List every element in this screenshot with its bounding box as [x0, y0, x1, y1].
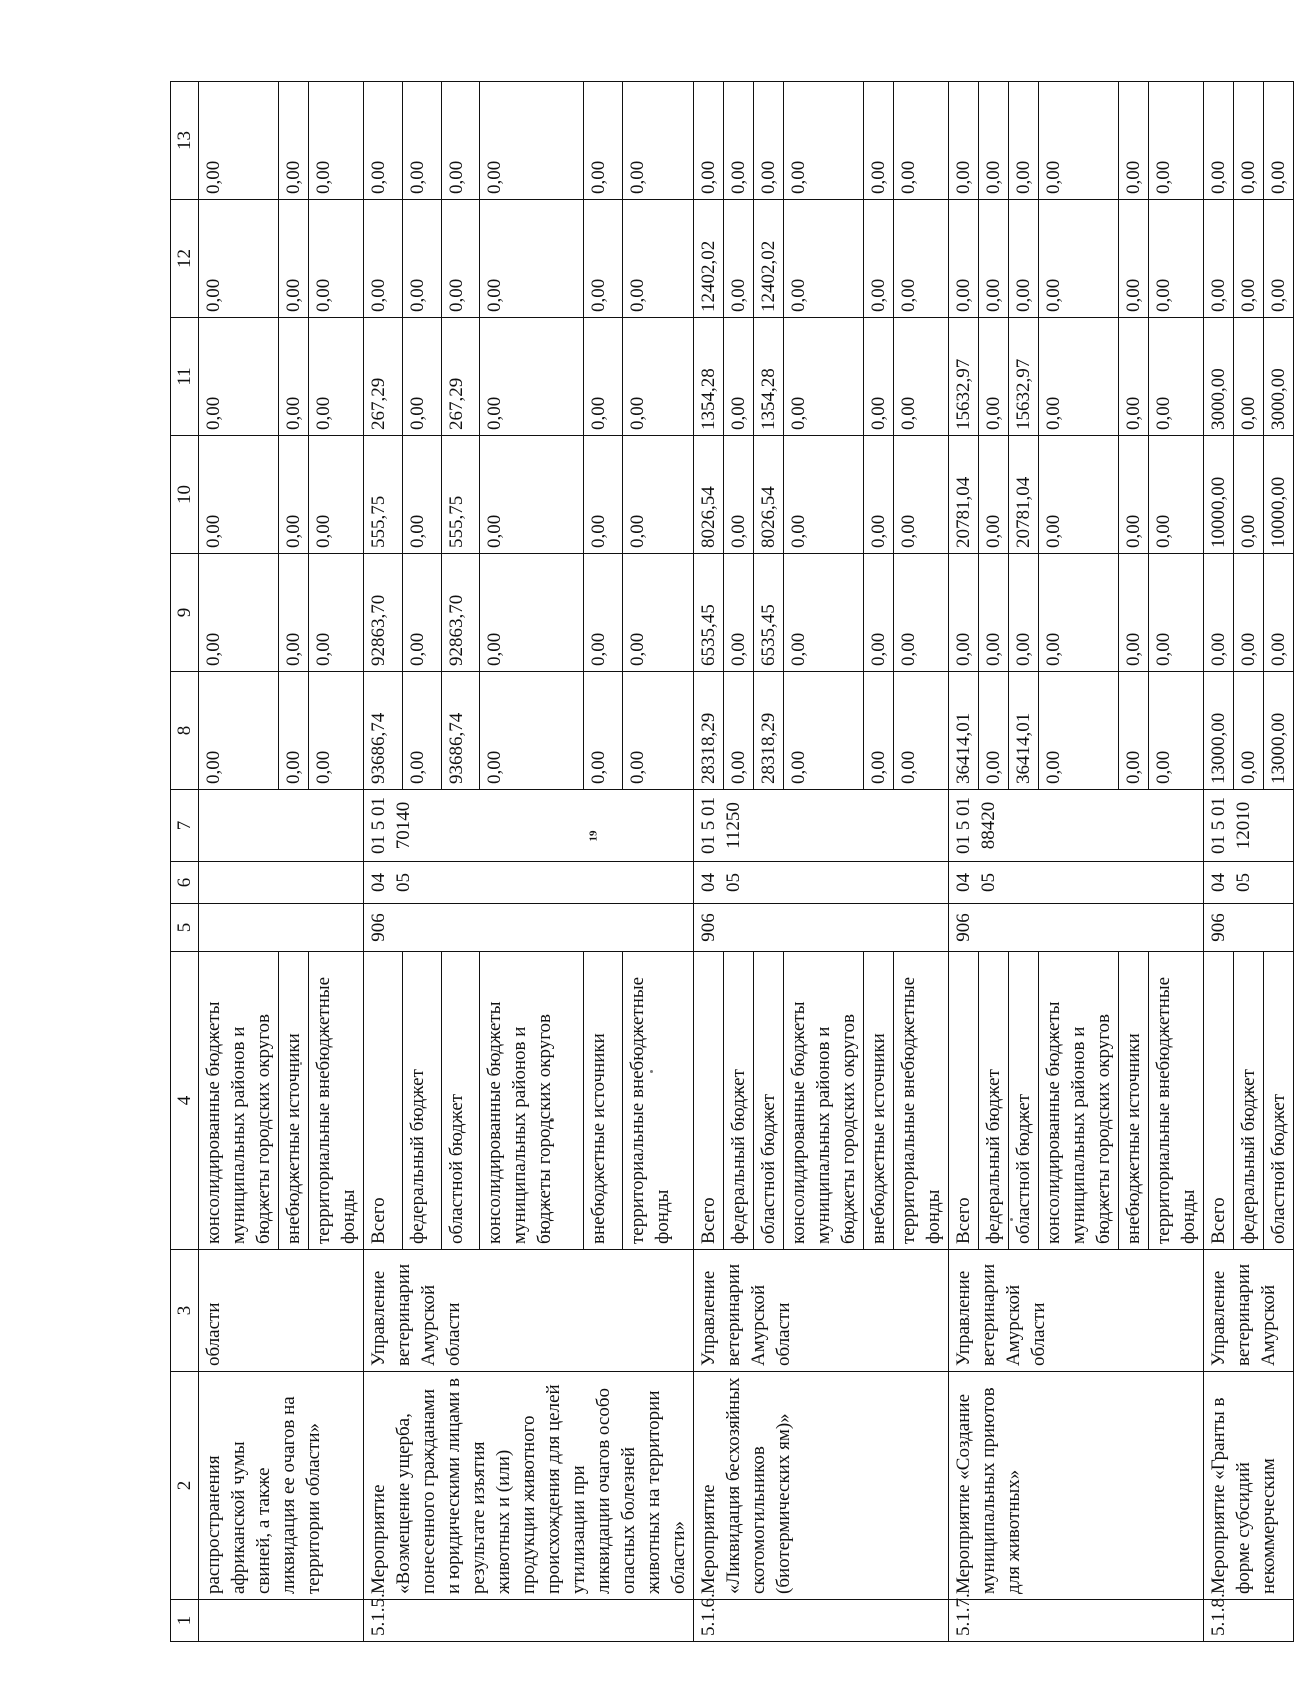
amount-cell: 0,00 [949, 200, 979, 318]
amount-cell: 0,00 [784, 554, 864, 672]
measure-title: Мероприятие «Гранты в форме субсидий некоммерческим [1204, 1372, 1294, 1600]
executor: области [199, 1250, 364, 1372]
amount-cell: 0,00 [724, 318, 754, 436]
measure-number: 5.1.6. [694, 1600, 949, 1642]
amount-cell: 0,00 [894, 82, 949, 200]
admin-code: 906 [364, 904, 694, 952]
amount-cell: 0,00 [279, 200, 309, 318]
measure-number [199, 1600, 364, 1642]
amount-cell: 0,00 [1009, 82, 1039, 200]
measure-title: распространения африканской чумы свиней, а также ликвидация ее очагов на территории области» [199, 1372, 364, 1600]
executor: Управление ветеринарии Амурской области [694, 1250, 949, 1372]
column-number-13: 13 [171, 82, 199, 200]
amount-cell: 0,00 [1234, 436, 1264, 554]
amount-cell: 8026,54 [694, 436, 724, 554]
amount-cell: 0,00 [1264, 200, 1294, 318]
amount-cell: 0,00 [1039, 318, 1119, 436]
amount-cell: 0,00 [949, 82, 979, 200]
amount-cell: 0,00 [279, 554, 309, 672]
amount-cell: 0,00 [199, 554, 279, 672]
amount-cell: 1354,28 [694, 318, 724, 436]
amount-cell: 0,00 [979, 318, 1009, 436]
amount-cell: 0,00 [1149, 200, 1204, 318]
amount-cell: 0,00 [724, 82, 754, 200]
amount-cell: 0,00 [1149, 82, 1204, 200]
amount-cell: 0,00 [754, 82, 784, 200]
funding-source: федеральный бюджет [402, 952, 441, 1250]
funding-source: внебюджетные источники [583, 952, 622, 1250]
amount-cell: 0,00 [979, 672, 1009, 790]
amount-cell: 28318,29 [694, 672, 724, 790]
amount-cell: 0,00 [979, 200, 1009, 318]
funding-source: территориальные внебюджетные фонды [894, 952, 949, 1250]
admin-code: 906 [694, 904, 949, 952]
amount-cell: 0,00 [1234, 200, 1264, 318]
table-row [694, 82, 724, 1642]
amount-cell: 0,00 [1204, 82, 1234, 200]
amount-cell: 0,00 [309, 200, 364, 318]
amount-cell: 0,00 [402, 554, 441, 672]
amount-cell: 13000,00 [1204, 672, 1234, 790]
amount-cell: 0,00 [1234, 318, 1264, 436]
amount-cell: 0,00 [894, 436, 949, 554]
amount-cell: 0,00 [864, 436, 894, 554]
table-body [199, 82, 1294, 1642]
amount-cell: 0,00 [1039, 82, 1119, 200]
amount-cell: 0,00 [1009, 554, 1039, 672]
amount-cell: 0,00 [1149, 436, 1204, 554]
target-code: 01 5 01 70140 [364, 790, 694, 862]
column-number-11: 11 [171, 318, 199, 436]
amount-cell: 0,00 [583, 82, 622, 200]
amount-cell: 20781,04 [949, 436, 979, 554]
amount-cell: 0,00 [402, 200, 441, 318]
measure-number: 5.1.8. [1204, 1600, 1294, 1642]
amount-cell: 0,00 [622, 436, 693, 554]
amount-cell: 3000,00 [1204, 318, 1234, 436]
amount-cell: 0,00 [402, 672, 441, 790]
column-number-10: 10 [171, 436, 199, 554]
amount-cell: 0,00 [583, 672, 622, 790]
amount-cell: 0,00 [480, 672, 584, 790]
amount-cell: 0,00 [1149, 672, 1204, 790]
amount-cell: 92863,70 [441, 554, 480, 672]
amount-cell: 0,00 [622, 672, 693, 790]
amount-cell: 0,00 [864, 82, 894, 200]
column-number-4: 4 [171, 952, 199, 1250]
amount-cell: 6535,45 [754, 554, 784, 672]
amount-cell: 0,00 [1204, 200, 1234, 318]
amount-cell: 0,00 [894, 672, 949, 790]
amount-cell: 0,00 [1234, 554, 1264, 672]
amount-cell: 0,00 [1204, 554, 1234, 672]
section-code: 04 05 [364, 862, 694, 904]
amount-cell: 12402,02 [694, 200, 724, 318]
amount-cell: 36414,01 [1009, 672, 1039, 790]
target-code [199, 790, 364, 862]
target-code: 01 5 01 88420 [949, 790, 1204, 862]
amount-cell: 0,00 [309, 82, 364, 200]
amount-cell: 0,00 [279, 318, 309, 436]
amount-cell: 0,00 [1119, 318, 1149, 436]
column-number-3: 3 [171, 1250, 199, 1372]
column-number-2: 2 [171, 1372, 199, 1600]
amount-cell: 0,00 [784, 200, 864, 318]
column-number-12: 12 [171, 200, 199, 318]
amount-cell: 15632,97 [1009, 318, 1039, 436]
funding-source: Всего [1204, 952, 1234, 1250]
amount-cell: 0,00 [1039, 554, 1119, 672]
amount-cell: 0,00 [199, 672, 279, 790]
amount-cell: 0,00 [199, 82, 279, 200]
amount-cell: 267,29 [364, 318, 403, 436]
section-code [199, 862, 364, 904]
funding-source: территориальные внебюджетные фонды [1149, 952, 1204, 1250]
amount-cell: 8026,54 [754, 436, 784, 554]
amount-cell: 0,00 [441, 82, 480, 200]
amount-cell: 0,00 [1119, 672, 1149, 790]
executor: Управление ветеринарии Амурской области [949, 1250, 1204, 1372]
funding-source: федеральный бюджет [1234, 952, 1264, 1250]
amount-cell: 0,00 [1039, 436, 1119, 554]
amount-cell: 0,00 [1119, 436, 1149, 554]
funding-source: Всего [694, 952, 724, 1250]
funding-source: территориальные внебюджетные фонды [622, 952, 693, 1250]
measure-number: 5.1.7. [949, 1600, 1204, 1642]
amount-cell: 0,00 [441, 200, 480, 318]
amount-cell: 0,00 [784, 436, 864, 554]
amount-cell: 0,00 [480, 436, 584, 554]
table-row [1204, 82, 1234, 1642]
column-number-6: 6 [171, 862, 199, 904]
amount-cell: 15632,97 [949, 318, 979, 436]
amount-cell: 12402,02 [754, 200, 784, 318]
amount-cell: 0,00 [724, 554, 754, 672]
amount-cell: 0,00 [784, 82, 864, 200]
amount-cell: 0,00 [309, 436, 364, 554]
column-number-9: 9 [171, 554, 199, 672]
amount-cell: 10000,00 [1204, 436, 1234, 554]
funding-source: федеральный бюджет [979, 952, 1009, 1250]
amount-cell: 0,00 [1119, 554, 1149, 672]
section-code: 04 05 [1204, 862, 1294, 904]
amount-cell: 0,00 [622, 200, 693, 318]
column-number-1: 1 [171, 1600, 199, 1642]
funding-source: внебюджетные источники [864, 952, 894, 1250]
amount-cell: 93686,74 [364, 672, 403, 790]
amount-cell: 0,00 [864, 318, 894, 436]
amount-cell: 0,00 [279, 672, 309, 790]
amount-cell: 28318,29 [754, 672, 784, 790]
amount-cell: 0,00 [1149, 318, 1204, 436]
executor: Управление ветеринарии Амурской [1204, 1250, 1294, 1372]
page-number: 19 [587, 830, 600, 842]
amount-cell: 0,00 [364, 200, 403, 318]
amount-cell: 20781,04 [1009, 436, 1039, 554]
funding-source: внебюджетные источники [279, 952, 309, 1250]
section-code: 04 05 [949, 862, 1204, 904]
amount-cell: 0,00 [894, 318, 949, 436]
amount-cell: 6535,45 [694, 554, 724, 672]
amount-cell: 0,00 [402, 436, 441, 554]
section-code: 04 05 [694, 862, 949, 904]
admin-code: 906 [949, 904, 1204, 952]
amount-cell: 0,00 [724, 200, 754, 318]
funding-source: Всего [364, 952, 403, 1250]
amount-cell: 0,00 [1264, 82, 1294, 200]
amount-cell: 0,00 [784, 672, 864, 790]
funding-source: областной бюджет [754, 952, 784, 1250]
amount-cell: 0,00 [1149, 554, 1204, 672]
amount-cell: 0,00 [309, 672, 364, 790]
amount-cell: 0,00 [279, 436, 309, 554]
amount-cell: 0,00 [622, 554, 693, 672]
rotated-page [170, 82, 1289, 1642]
amount-cell: 0,00 [622, 318, 693, 436]
amount-cell: 0,00 [864, 554, 894, 672]
funding-source: консолидированные бюджеты муниципальных районов и бюджеты городских округов [1039, 952, 1119, 1250]
amount-cell: 555,75 [364, 436, 403, 554]
table-row [199, 82, 279, 1642]
amount-cell: 0,00 [199, 318, 279, 436]
amount-cell: 0,00 [949, 554, 979, 672]
amount-cell: 267,29 [441, 318, 480, 436]
amount-cell: 0,00 [1119, 82, 1149, 200]
amount-cell: 0,00 [583, 200, 622, 318]
funding-source: консолидированные бюджеты муниципальных районов и бюджеты городских округов [199, 952, 279, 1250]
amount-cell: 0,00 [199, 436, 279, 554]
amount-cell: 0,00 [1234, 82, 1264, 200]
funding-source: Всего [949, 952, 979, 1250]
amount-cell: 0,00 [1119, 200, 1149, 318]
amount-cell: 0,00 [402, 318, 441, 436]
amount-cell: 0,00 [480, 82, 584, 200]
amount-cell: 0,00 [864, 200, 894, 318]
column-number-7: 7 [171, 790, 199, 862]
amount-cell: 0,00 [1009, 200, 1039, 318]
amount-cell: 0,00 [480, 318, 584, 436]
amount-cell: 0,00 [480, 554, 584, 672]
amount-cell: 0,00 [1264, 554, 1294, 672]
column-number-8: 8 [171, 672, 199, 790]
funding-source: территориальные внебюджетные фонды [309, 952, 364, 1250]
amount-cell: 0,00 [1234, 672, 1264, 790]
measure-title: Мероприятие «Создание муниципальных приютов для животных» [949, 1372, 1204, 1600]
amount-cell: 0,00 [480, 200, 584, 318]
target-code: 01 5 01 11250 [694, 790, 949, 862]
measure-title: Мероприятие «Ликвидация бесхозяйных скотомогильников (биотермических ям)» [694, 1372, 949, 1600]
amount-cell: 0,00 [1039, 672, 1119, 790]
amount-cell: 0,00 [583, 554, 622, 672]
amount-cell: 0,00 [309, 554, 364, 672]
amount-cell: 92863,70 [364, 554, 403, 672]
funding-source: консолидированные бюджеты муниципальных районов и бюджеты городских округов [784, 952, 864, 1250]
target-code: 01 5 01 12010 [1204, 790, 1294, 862]
budget-table [170, 81, 1294, 1642]
amount-cell: 0,00 [894, 554, 949, 672]
amount-cell: 0,00 [724, 672, 754, 790]
column-number-row [171, 82, 199, 1642]
funding-source: областной бюджет [1009, 952, 1039, 1250]
amount-cell: 10000,00 [1264, 436, 1294, 554]
amount-cell: 0,00 [784, 318, 864, 436]
amount-cell: 0,00 [979, 554, 1009, 672]
funding-source: федеральный бюджет [724, 952, 754, 1250]
table-row [364, 82, 403, 1642]
amount-cell: 3000,00 [1264, 318, 1294, 436]
amount-cell: 0,00 [979, 82, 1009, 200]
funding-source: областной бюджет [441, 952, 480, 1250]
amount-cell: 0,00 [364, 82, 403, 200]
amount-cell: 0,00 [724, 436, 754, 554]
admin-code: 906 [1204, 904, 1294, 952]
funding-source: внебюджетные источники [1119, 952, 1149, 1250]
table-row [949, 82, 979, 1642]
amount-cell: 0,00 [583, 436, 622, 554]
funding-source: консолидированные бюджеты муниципальных районов и бюджеты городских округов [480, 952, 584, 1250]
amount-cell: 555,75 [441, 436, 480, 554]
amount-cell: 0,00 [402, 82, 441, 200]
amount-cell: 13000,00 [1264, 672, 1294, 790]
amount-cell: 0,00 [199, 200, 279, 318]
amount-cell: 0,00 [694, 82, 724, 200]
amount-cell: 0,00 [309, 318, 364, 436]
amount-cell: 0,00 [979, 436, 1009, 554]
amount-cell: 0,00 [279, 82, 309, 200]
measure-title: Мероприятие «Возмещение ущерба, понесенного гражданами и юридическими лицами в результате изъятия животных и (или) продукции животного происхождения для целей утилизации при ликвидации очагов особо опасных болезней животных на территории области» [364, 1372, 694, 1600]
funding-source: областной бюджет [1264, 952, 1294, 1250]
amount-cell: 36414,01 [949, 672, 979, 790]
measure-number: 5.1.5. [364, 1600, 694, 1642]
amount-cell: 0,00 [583, 318, 622, 436]
amount-cell: 0,00 [1039, 200, 1119, 318]
amount-cell: 0,00 [864, 672, 894, 790]
amount-cell: 0,00 [622, 82, 693, 200]
amount-cell: 1354,28 [754, 318, 784, 436]
amount-cell: 0,00 [894, 200, 949, 318]
admin-code [199, 904, 364, 952]
executor: Управление ветеринарии Амурской области [364, 1250, 694, 1372]
column-number-5: 5 [171, 904, 199, 952]
amount-cell: 93686,74 [441, 672, 480, 790]
